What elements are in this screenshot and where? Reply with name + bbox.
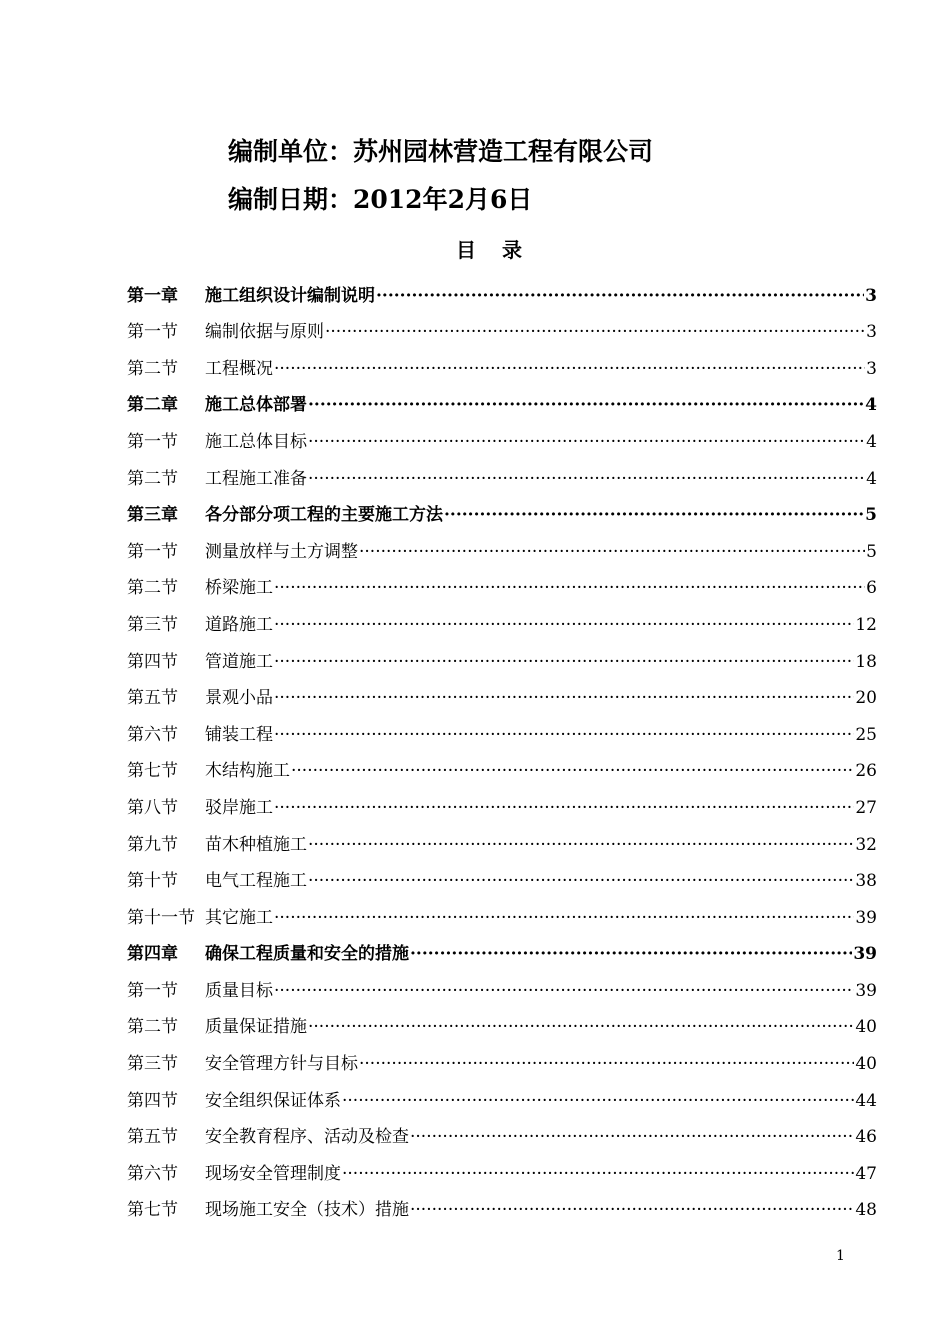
toc-section-entry[interactable]	[127, 782, 877, 819]
toc-section-entry[interactable]	[127, 746, 877, 783]
toc-entry-number: 第一节	[127, 541, 178, 562]
toc-section-entry[interactable]	[127, 416, 877, 453]
toc-section-entry[interactable]	[127, 965, 877, 1002]
toc-entry-number: 第七节	[127, 761, 178, 782]
toc-dot-leader	[410, 1199, 854, 1221]
toc-dot-leader	[410, 943, 852, 965]
toc-entry-number: 第五节	[127, 1127, 178, 1148]
toc-entry-page: 3	[866, 358, 877, 379]
toc-entry-page: 5	[865, 505, 877, 526]
toc-section-entry[interactable]	[127, 673, 877, 710]
toc-dot-leader	[308, 870, 854, 892]
toc-entry-number: 第二节	[127, 358, 178, 379]
toc-entry-title: 其它施工	[205, 907, 273, 928]
toc-entry-page: 6	[866, 578, 877, 599]
toc-entry-title: 工程施工准备	[205, 468, 307, 489]
toc-dot-leader	[291, 760, 854, 782]
toc-entry-page: 18	[855, 651, 877, 672]
toc-section-entry[interactable]	[127, 453, 877, 490]
toc-entry-page: 48	[855, 1200, 877, 1221]
toc-chapter-entry[interactable]	[127, 380, 877, 417]
toc-entry-number: 第六节	[127, 1163, 178, 1184]
toc-entry-number: 第十节	[127, 871, 178, 892]
toc-title: 目录	[456, 238, 548, 262]
toc-entry-page: 3	[866, 322, 877, 343]
toc-entry-page: 39	[853, 944, 877, 965]
toc-entry-page: 5	[866, 541, 877, 562]
toc-entry-page: 27	[855, 797, 877, 818]
toc-section-entry[interactable]	[127, 1148, 877, 1185]
toc-section-entry[interactable]	[127, 599, 877, 636]
toc-chapter-entry[interactable]	[127, 270, 877, 307]
toc-entry-number: 第二节	[127, 578, 178, 599]
toc-dot-leader	[308, 468, 865, 490]
toc-dot-leader	[274, 358, 865, 380]
toc-entry-page: 26	[855, 761, 877, 782]
toc-entry-page: 32	[855, 834, 877, 855]
toc-entry-page: 47	[855, 1163, 877, 1184]
toc-entry-number: 第二节	[127, 1017, 178, 1038]
toc-entry-number: 第六节	[127, 724, 178, 745]
toc-entry-title: 苗木种植施工	[205, 834, 307, 855]
toc-dot-leader	[308, 1016, 854, 1038]
toc-entry-page: 40	[855, 1017, 877, 1038]
toc-dot-leader	[274, 687, 854, 709]
toc-section-entry[interactable]	[127, 819, 877, 856]
toc-entry-title: 测量放样与土方调整	[205, 541, 358, 562]
toc-section-entry[interactable]	[127, 892, 877, 929]
toc-entry-number: 第一节	[127, 431, 178, 452]
toc-entry-number: 第四章	[127, 944, 178, 965]
toc-entry-number: 第四节	[127, 1090, 178, 1111]
toc-entry-page: 20	[855, 688, 877, 709]
toc-entry-page: 44	[855, 1090, 877, 1111]
toc-chapter-entry[interactable]	[127, 490, 877, 527]
toc-dot-leader	[444, 504, 864, 526]
toc-entry-page: 40	[855, 1054, 877, 1075]
toc-section-entry[interactable]	[127, 526, 877, 563]
toc-dot-leader	[274, 577, 865, 599]
toc-entry-number: 第三节	[127, 614, 178, 635]
toc-entry-page: 38	[855, 871, 877, 892]
toc-chapter-entry[interactable]	[127, 929, 877, 966]
toc-entry-title: 景观小品	[205, 688, 273, 709]
toc-section-entry[interactable]	[127, 856, 877, 893]
toc-entry-title: 桥梁施工	[205, 578, 273, 599]
toc-entry-page: 12	[855, 614, 877, 635]
toc-entry-number: 第二节	[127, 468, 178, 489]
toc-dot-leader	[359, 541, 865, 563]
compiling-unit: 编制单位：苏州园林营造工程有限公司	[228, 137, 654, 166]
toc-dot-leader	[308, 431, 865, 453]
toc-entry-number: 第四节	[127, 651, 178, 672]
toc-entry-title: 安全管理方针与目标	[205, 1054, 358, 1075]
toc-entry-title: 工程概况	[205, 358, 273, 379]
toc-dot-leader	[274, 724, 854, 746]
toc-entry-title: 施工组织设计编制说明	[205, 285, 375, 306]
toc-entry-title: 施工总体部署	[205, 395, 307, 416]
toc-entry-title: 安全组织保证体系	[205, 1090, 341, 1111]
toc-entry-title: 确保工程质量和安全的措施	[205, 944, 409, 965]
toc-dot-leader	[274, 907, 854, 929]
toc-entry-title: 铺装工程	[205, 724, 273, 745]
toc-dot-leader	[342, 1163, 854, 1185]
toc-section-entry[interactable]	[127, 636, 877, 673]
toc-entry-title: 编制依据与原则	[205, 322, 324, 343]
toc-section-entry[interactable]	[127, 1038, 877, 1075]
toc-entry-number: 第一节	[127, 980, 178, 1001]
toc-entry-title: 质量保证措施	[205, 1017, 307, 1038]
toc-entry-title: 现场施工安全（技术）措施	[205, 1200, 409, 1221]
toc-section-entry[interactable]	[127, 1075, 877, 1112]
toc-entry-title: 现场安全管理制度	[205, 1163, 341, 1184]
toc-entry-number: 第三节	[127, 1054, 178, 1075]
toc-entry-number: 第一章	[127, 285, 178, 306]
toc-section-entry[interactable]	[127, 563, 877, 600]
toc-entry-title: 安全教育程序、活动及检查	[205, 1127, 409, 1148]
toc-dot-leader	[274, 614, 854, 636]
toc-entry-page: 4	[866, 431, 877, 452]
toc-dot-leader	[410, 1126, 854, 1148]
toc-entry-title: 各分部分项工程的主要施工方法	[205, 505, 443, 526]
toc-entry-page: 25	[855, 724, 877, 745]
toc-dot-leader	[308, 834, 854, 856]
toc-entry-number: 第九节	[127, 834, 178, 855]
toc-entry-page: 39	[855, 907, 877, 928]
toc-section-entry[interactable]	[127, 1185, 877, 1222]
toc-entry-title: 木结构施工	[205, 761, 290, 782]
toc-entry-page: 4	[865, 395, 877, 416]
toc-dot-leader	[359, 1053, 854, 1075]
toc-section-entry[interactable]	[127, 709, 877, 746]
compiling-date: 编制日期：2012年2月6日	[228, 185, 533, 214]
toc-section-entry[interactable]	[127, 307, 877, 344]
toc-entry-page: 39	[855, 980, 877, 1001]
toc-entry-title: 驳岸施工	[205, 797, 273, 818]
toc-entry-number: 第七节	[127, 1200, 178, 1221]
toc-dot-leader	[308, 394, 864, 416]
toc-dot-leader	[274, 651, 854, 673]
toc-entry-number: 第八节	[127, 797, 178, 818]
toc-entry-number: 第五节	[127, 688, 178, 709]
toc-dot-leader	[274, 797, 854, 819]
table-of-contents	[127, 270, 877, 1221]
toc-section-entry[interactable]	[127, 1002, 877, 1039]
page-number: 1	[836, 1248, 845, 1264]
toc-entry-page: 46	[855, 1127, 877, 1148]
toc-entry-page: 4	[866, 468, 877, 489]
toc-entry-number: 第十一节	[127, 907, 195, 928]
toc-section-entry[interactable]	[127, 343, 877, 380]
toc-entry-title: 施工总体目标	[205, 431, 307, 452]
toc-entry-title: 道路施工	[205, 614, 273, 635]
toc-entry-number: 第二章	[127, 395, 178, 416]
toc-section-entry[interactable]	[127, 1112, 877, 1149]
toc-dot-leader	[325, 321, 865, 343]
toc-entry-page: 3	[865, 285, 877, 306]
toc-entry-number: 第三章	[127, 505, 178, 526]
toc-entry-title: 管道施工	[205, 651, 273, 672]
toc-dot-leader	[342, 1090, 854, 1112]
toc-entry-number: 第一节	[127, 322, 178, 343]
toc-entry-title: 电气工程施工	[205, 871, 307, 892]
toc-dot-leader	[274, 980, 854, 1002]
toc-entry-title: 质量目标	[205, 980, 273, 1001]
toc-dot-leader	[376, 285, 864, 307]
